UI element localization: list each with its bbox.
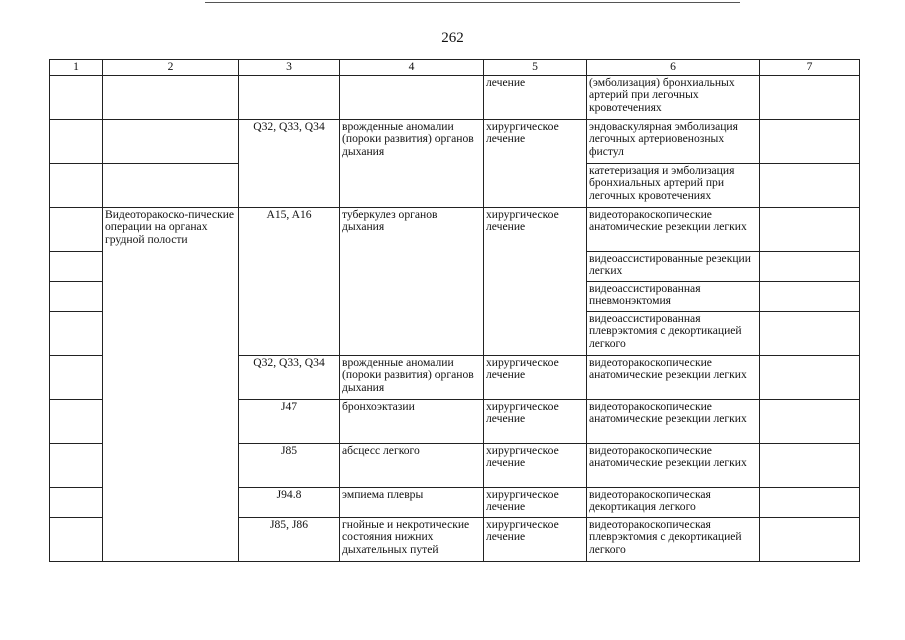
header-cell: 1 [50,60,103,76]
page-number: 262 [441,30,464,46]
header-cell: 3 [239,60,340,76]
section-title: Видеоторакоско-пические операции на органах грудной полости [103,207,239,561]
code-cell: J85 [239,443,340,487]
code-cell: J94.8 [239,487,340,517]
procedures-table [49,59,860,562]
col2-cell [103,75,239,119]
col7-cell [760,355,860,399]
disease-cell: туберкулез органов дыхания [340,207,484,355]
col1-cell [50,487,103,517]
treatment-cell: хирургическое лечение [484,517,587,561]
method-cell: (эмболизация) бронхиальных артерий при легочных кровотечениях [587,75,760,119]
col7-cell [760,163,860,207]
method-cell: видеоторакоскопические анатомические резекции легких [587,443,760,487]
method-cell: видеоторакоскопическая декортикация легкого [587,487,760,517]
method-cell: видеоторакоскопические анатомические резекции легких [587,207,760,251]
col7-cell [760,311,860,355]
disease-cell: врожденные аномалии (пороки развития) органов дыхания [340,355,484,399]
col1-cell [50,163,103,207]
header-cell: 5 [484,60,587,76]
col1-cell [50,355,103,399]
col7-cell [760,443,860,487]
method-cell: видеоассистированная пневмонэктомия [587,281,760,311]
method-cell: видеоассистированная плеврэктомия с декортикацией легкого [587,311,760,355]
disease-cell: абсцесс легкого [340,443,484,487]
treatment-cell: хирургическое лечение [484,443,587,487]
disease-cell: гнойные и некротические состояния нижних дыхательных путей [340,517,484,561]
col7-cell [760,517,860,561]
col1-cell [50,207,103,251]
method-cell: эндоваскулярная эмболизация легочных артериовенозных фистул [587,119,760,163]
treatment-cell: хирургическое лечение [484,207,587,355]
disease-cell: эмпиема плевры [340,487,484,517]
col1-cell [50,443,103,487]
col7-cell [760,119,860,163]
col1-cell [50,399,103,443]
col1-cell [50,251,103,281]
header-cell: 2 [103,60,239,76]
treatment-cell: хирургическое лечение [484,355,587,399]
treatment-cell: лечение [484,75,587,119]
code-cell: Q32, Q33, Q34 [239,355,340,399]
col7-cell [760,75,860,119]
method-cell: видеоторакоскопическая плеврэктомия с декортикацией легкого [587,517,760,561]
code-cell: J47 [239,399,340,443]
col1-cell [50,311,103,355]
disease-cell: врожденные аномалии (пороки развития) органов дыхания [340,119,484,207]
table-row [50,75,860,119]
code-cell [239,75,340,119]
code-cell: J85, J86 [239,517,340,561]
table-row [50,119,860,163]
col7-cell [760,281,860,311]
col7-cell [760,399,860,443]
table-header-row [50,60,860,76]
treatment-cell: хирургическое лечение [484,487,587,517]
header-cell: 4 [340,60,484,76]
code-cell: Q32, Q33, Q34 [239,119,340,207]
col1-cell [50,517,103,561]
header-cell: 6 [587,60,760,76]
table-row [50,207,860,251]
page-top-rule [205,2,740,3]
treatment-cell: хирургическое лечение [484,119,587,207]
col2-cell [103,119,239,163]
col7-cell [760,251,860,281]
method-cell: видеоторакоскопические анатомические резекции легких [587,355,760,399]
disease-cell [340,75,484,119]
header-cell: 7 [760,60,860,76]
col7-cell [760,487,860,517]
col1-cell [50,281,103,311]
code-cell: A15, A16 [239,207,340,355]
col1-cell [50,75,103,119]
disease-cell: бронхоэктазии [340,399,484,443]
col1-cell [50,119,103,163]
col7-cell [760,207,860,251]
method-cell: видеоассистированные резекции легких [587,251,760,281]
col2-cell [103,163,239,207]
method-cell: катетеризация и эмболизация бронхиальных артерий при легочных кровотечениях [587,163,760,207]
method-cell: видеоторакоскопические анатомические резекции легких [587,399,760,443]
treatment-cell: хирургическое лечение [484,399,587,443]
